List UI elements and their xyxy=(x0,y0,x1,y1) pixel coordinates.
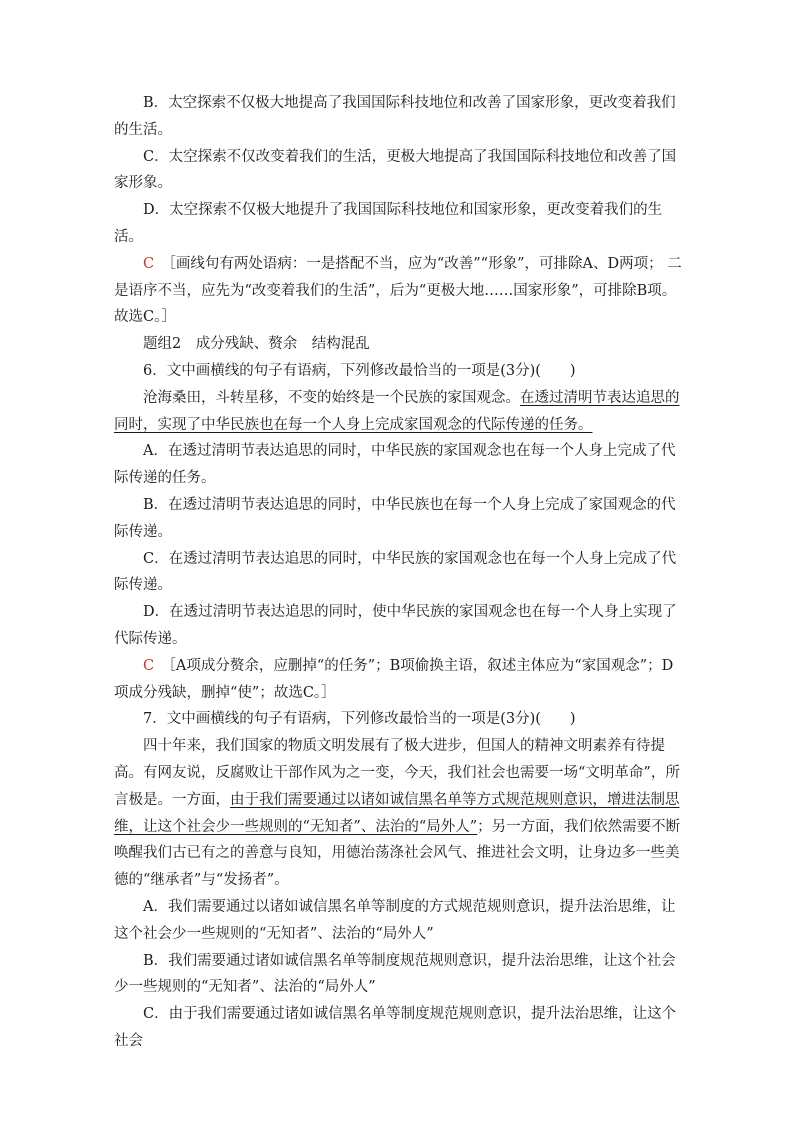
q6-answer-letter: C xyxy=(143,657,155,674)
q6-option-d: D．在透过清明节表达追思的同时，使中华民族的家国观念也在每一个人身上实现了代际传递。 xyxy=(114,604,677,647)
q6-option-c: C．在透过清明节表达追思的同时，中华民族的家国观念也在每一个人身上完成了代际传递。 xyxy=(114,550,677,594)
q7-passage-underlined: 由于我们需要通过以诸如诚信黑名单等方式规范规则意识，增进法制思维，让这个社会少一些规则的“无知者”、法治的“局外人” xyxy=(114,791,680,835)
q7-option-a: A．我们需要通过以诸如诚信黑名单等制度的方式规范规则意识，提升法治思维，让这个社会少一些规则的“无知者”、法治的“局外人” xyxy=(114,898,676,942)
q5-option-b: B．太空探索不仅极大地提高了我国国际科技地位和改善了国家形象，更改变着我们的生活。 xyxy=(114,95,676,138)
q6-passage xyxy=(114,385,684,439)
q7-stem: 7．文中画横线的句子有语病，下列修改最恰当的一项是(3分)( ) xyxy=(143,711,576,728)
q6-passage-underlined: 在透过清明节表达追思的同时，实现了中华民族也在每一个人身上完成家国观念的代际传递的任务。 xyxy=(114,389,680,433)
q7-option-c: C．由于我们需要通过诸如诚信黑名单等制度规范规则意识，提升法治思维，让这个社会 xyxy=(114,1006,677,1049)
q5-answer-letter: C xyxy=(143,255,155,272)
q6-option-a: A．在透过清明节表达追思的同时，中华民族的家国观念也在每一个人身上完成了代际传递的任务。 xyxy=(114,443,676,487)
q7-passage xyxy=(114,733,684,894)
q7-passage-plain-1: 四十年来，我们国家的物质文明发展有了极大进步，但国人的精神文明素养有待提高。有网友说，反腐败让干部作风为之一变，今天，我们社会也需要一场“文明革命”，所言极是。一方面， xyxy=(114,738,680,808)
q6-option-b: B．在透过清明节表达追思的同时，中华民族也在每一个人身上完成了家国观念的代际传递。 xyxy=(114,496,676,540)
q7-option-b: B．我们需要通过诸如诚信黑名单等制度规范规则意识，提升法治思维，让这个社会少一些规则的“无知者”、法治的“局外人” xyxy=(114,952,676,996)
q7-passage-plain-2: ；另一方面，我们依然需要不断唤醒我们古已有之的善意与良知，用德治荡涤社会风气、推进社会文明，让身边多一些美德的“继承者”与“发扬者”。 xyxy=(114,818,681,889)
q6-answer xyxy=(114,653,684,707)
q6-passage-plain: 沧海桑田，斗转星移，不变的始终是一个民族的家国观念。 xyxy=(143,389,520,406)
q5-option-c: C．太空探索不仅改变着我们的生活，更极大地提高了我国国际科技地位和改善了国家形象。 xyxy=(114,148,677,192)
q5-answer-text: ［画线句有两处语病：一是搭配不当，应为“改善”“形象”，可排除A、D两项； 二是语序不当，应先为“改变着我们的生活”，后为“更极大地……国家形象”，可排除B项。故选C。］ xyxy=(114,255,682,326)
q6-answer-text: ［A项成分赘余，应删掉“的任务”；B项偷换主语，叙述主体应为“家国观念”；D项成分残缺，删掉“使”；故选C。］ xyxy=(114,657,674,701)
q6-stem: 6．文中画横线的句子有语病，下列修改最恰当的一项是(3分)( ) xyxy=(143,362,576,379)
document-body xyxy=(114,90,684,1055)
q5-option-d: D．太空探索不仅极大地提升了我国国际科技地位和国家形象，更改变着我们的生活。 xyxy=(114,202,663,245)
q5-answer xyxy=(114,251,684,331)
group2-title: 题组2 成分残缺、赘余 结构混乱 xyxy=(143,336,370,353)
